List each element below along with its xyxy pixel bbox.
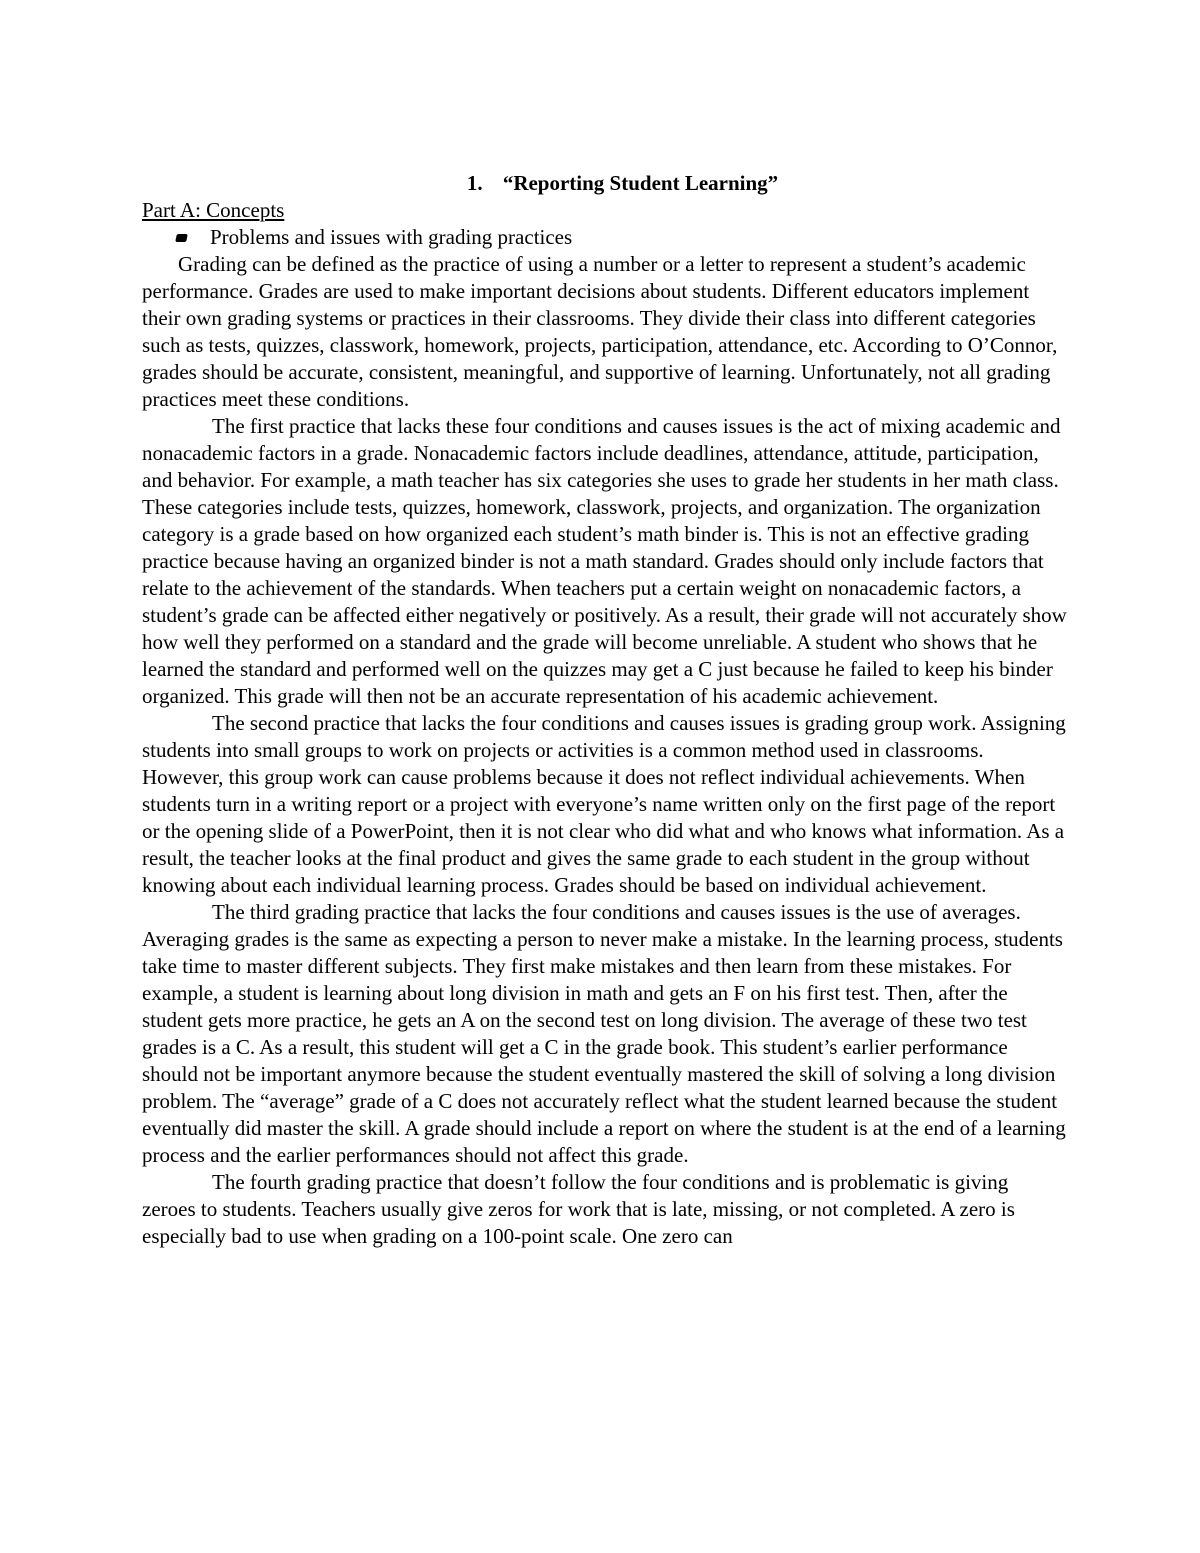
paragraph-fourth-practice: The fourth grading practice that doesn’t follow the four conditions and is problematic is giving zeroes to students. Teachers usually give zeros for work that is late, missing, or not completed. A zero is especially bad to use when grading on a 100-point scale. One zero can <box>142 1170 1015 1248</box>
document-title <box>142 170 1067 197</box>
paragraph-intro: Grading can be defined as the practice of using a number or a letter to represent a student’s academic performance. Grades are used to make important decisions about students. Different educators implement their own grading systems or practices in their classrooms. They divide their class into different categories such as tests, quizzes, classwork, homework, projects, participation, attendance, etc. According to O’Connor, grades should be accurate, consistent, meaningful, and supportive of learning. Unfortunately, not all grading practices meet these conditions. <box>142 252 1058 411</box>
paragraph-first-practice: The first practice that lacks these four conditions and causes issues is the act of mixing academic and nonacademic factors in a grade. Nonacademic factors include deadlines, attendance, attitude, participation, and behavior. For example, a math teacher has six categories she uses to grade her students in her math class. These categories include tests, quizzes, homework, classwork, projects, and organization. The organization category is a grade based on how organized each student’s math binder is. This is not an effective grading practice because having an organized binder is not a math standard. Grades should only include factors that relate to the achievement of the standards. When teachers put a certain weight on nonacademic factors, a student’s grade can be affected either negatively or positively. As a result, their grade will not accurately show how well they performed on a standard and the grade will become unreliable. A student who shows that he learned the standard and performed well on the quizzes may get a C just because he failed to keep his binder organized. This grade will then not be an accurate representation of his academic achievement. <box>142 414 1067 708</box>
bullet-item <box>142 224 1067 251</box>
paragraph-second-practice: The second practice that lacks the four conditions and causes issues is grading group work. Assigning students into small groups to work on projects or activities is a common method used in classrooms. However, this group work can cause problems because it does not reflect individual achievements. When students turn in a writing report or a project with everyone’s name written only on the first page of the report or the opening slide of a PowerPoint, then it is not clear who did what and who knows what information. As a result, the teacher looks at the final product and gives the same grade to each student in the group without knowing about each individual learning process. Grades should be based on individual achievement. <box>142 711 1066 897</box>
title-number: 1. <box>466 171 483 195</box>
paragraph-third-practice: The third grading practice that lacks the four conditions and causes issues is the use of averages. Averaging grades is the same as expecting a person to never make a mistake. In the learning process, students take time to master different subjects. They first make mistakes and then learn from these mistakes. For example, a student is learning about long division in math and gets an F on his first test. Then, after the student gets more practice, he gets an A on the second test on long division. The average of these two test grades is a C. As a result, this student will get a C in the grade book. This student’s earlier performance should not be important anymore because the student eventually mastered the skill of solving a long division problem. The “average” grade of a C does not accurately reflect what the student learned because the student eventually did master the skill. A grade should include a report on where the student is at the end of a learning process and the earlier performances should not affect this grade. <box>142 900 1066 1167</box>
title-text: “Reporting Student Learning” <box>502 171 779 195</box>
document-body <box>142 170 1067 1250</box>
bullet-icon <box>175 234 188 242</box>
part-heading: Part A: Concepts <box>142 198 285 222</box>
bullet-text: Problems and issues with grading practices <box>210 225 573 249</box>
